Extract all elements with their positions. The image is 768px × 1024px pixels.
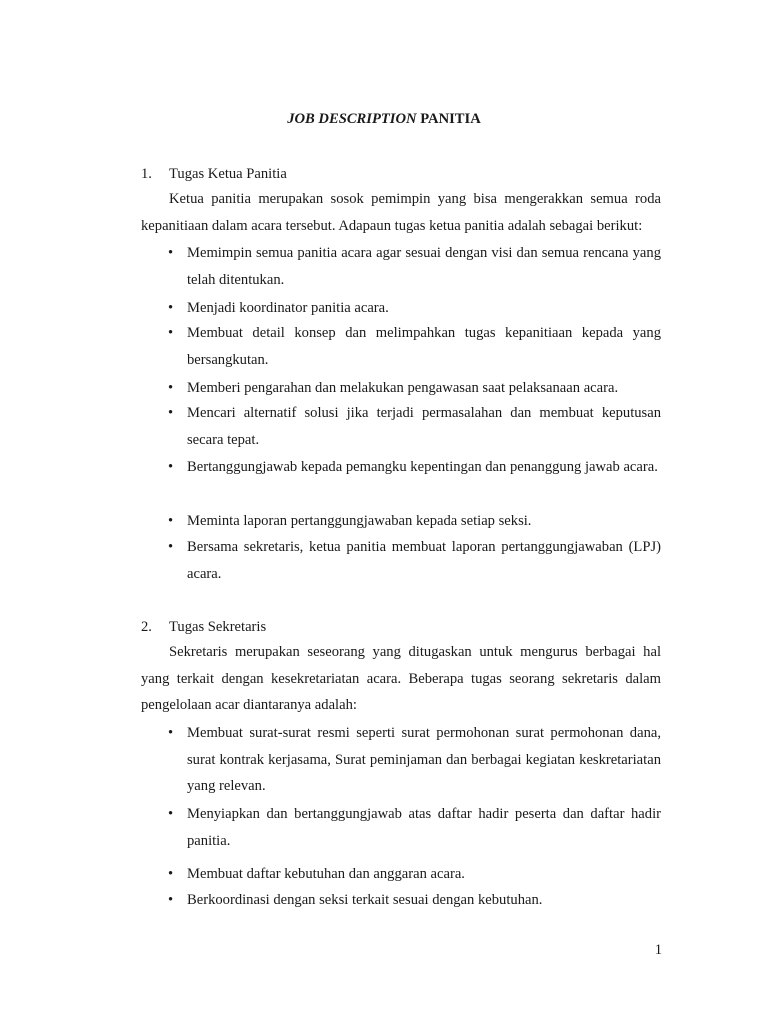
- section-intro-2: Sekretaris merupakan seseorang yang ditugaskan untuk mengurus berbagai hal yang terkait dengan kesekretariatan acara. Beberapa tugas seorang sekretaris dalam pengelolaan acar diantaranya adalah:: [141, 644, 661, 713]
- section-number: 1.: [141, 166, 152, 182]
- list-item: • Membuat daftar kebutuhan dan anggaran acara.: [168, 861, 661, 888]
- bullet-icon: •: [168, 325, 174, 341]
- list-item: • Meminta laporan pertanggungjawaban kepada setiap seksi.: [168, 508, 661, 535]
- section-heading-1: [141, 164, 287, 184]
- bullet-icon: •: [168, 405, 174, 421]
- bullet-icon: •: [168, 513, 174, 529]
- section-heading-2: [141, 617, 266, 637]
- bullet-icon: •: [168, 245, 174, 261]
- bullet-icon: •: [168, 806, 174, 822]
- section-heading-text: Tugas Sekretaris: [169, 619, 267, 635]
- title-italic: JOB DESCRIPTION: [287, 111, 417, 127]
- list-item: • Menjadi koordinator panitia acara.: [168, 295, 661, 322]
- title-rest: PANITIA: [416, 111, 481, 127]
- list-item: • Mencari alternatif solusi jika terjadi permasalahan dan membuat keputusan secara tepat.: [168, 400, 661, 453]
- list-item: • Membuat surat-surat resmi seperti surat permohonan surat permohonan dana, surat kontrak kerjasama, Surat peminjaman dan berbagai kegiatan keskretariatan yang relevan.: [168, 720, 661, 800]
- bullet-icon: •: [168, 539, 174, 555]
- bullet-icon: •: [168, 300, 174, 316]
- bullet-icon: •: [168, 866, 174, 882]
- bullet-icon: •: [168, 892, 174, 908]
- list-item: • Memimpin semua panitia acara agar sesuai dengan visi dan semua rencana yang telah ditentukan.: [168, 240, 661, 293]
- list-item: • Menyiapkan dan bertanggungjawab atas daftar hadir peserta dan daftar hadir panitia.: [168, 801, 661, 854]
- list-item: • Berkoordinasi dengan seksi terkait sesuai dengan kebutuhan.: [168, 887, 661, 914]
- section-heading-text: Tugas Ketua Panitia: [169, 166, 287, 182]
- bullet-icon: •: [168, 459, 174, 475]
- page-number: 1: [654, 942, 662, 958]
- list-item: • Memberi pengarahan dan melakukan pengawasan saat pelaksanaan acara.: [168, 375, 661, 402]
- list-item: • Membuat detail konsep dan melimpahkan tugas kepanitiaan kepada yang bersangkutan.: [168, 320, 661, 373]
- list-item: • Bertanggungjawab kepada pemangku kepentingan dan penanggung jawab acara.: [168, 454, 661, 481]
- document-title: [0, 109, 768, 129]
- section-number: 2.: [141, 619, 152, 635]
- bullet-icon: •: [168, 725, 174, 741]
- bullet-icon: •: [168, 380, 174, 396]
- section-intro-1: Ketua panitia merupakan sosok pemimpin yang bisa mengerakkan semua roda kepanitiaan dalam acara tersebut. Adapaun tugas ketua panitia adalah sebagai berikut:: [141, 191, 661, 234]
- list-item: • Bersama sekretaris, ketua panitia membuat laporan pertanggungjawaban (LPJ) acara.: [168, 534, 661, 587]
